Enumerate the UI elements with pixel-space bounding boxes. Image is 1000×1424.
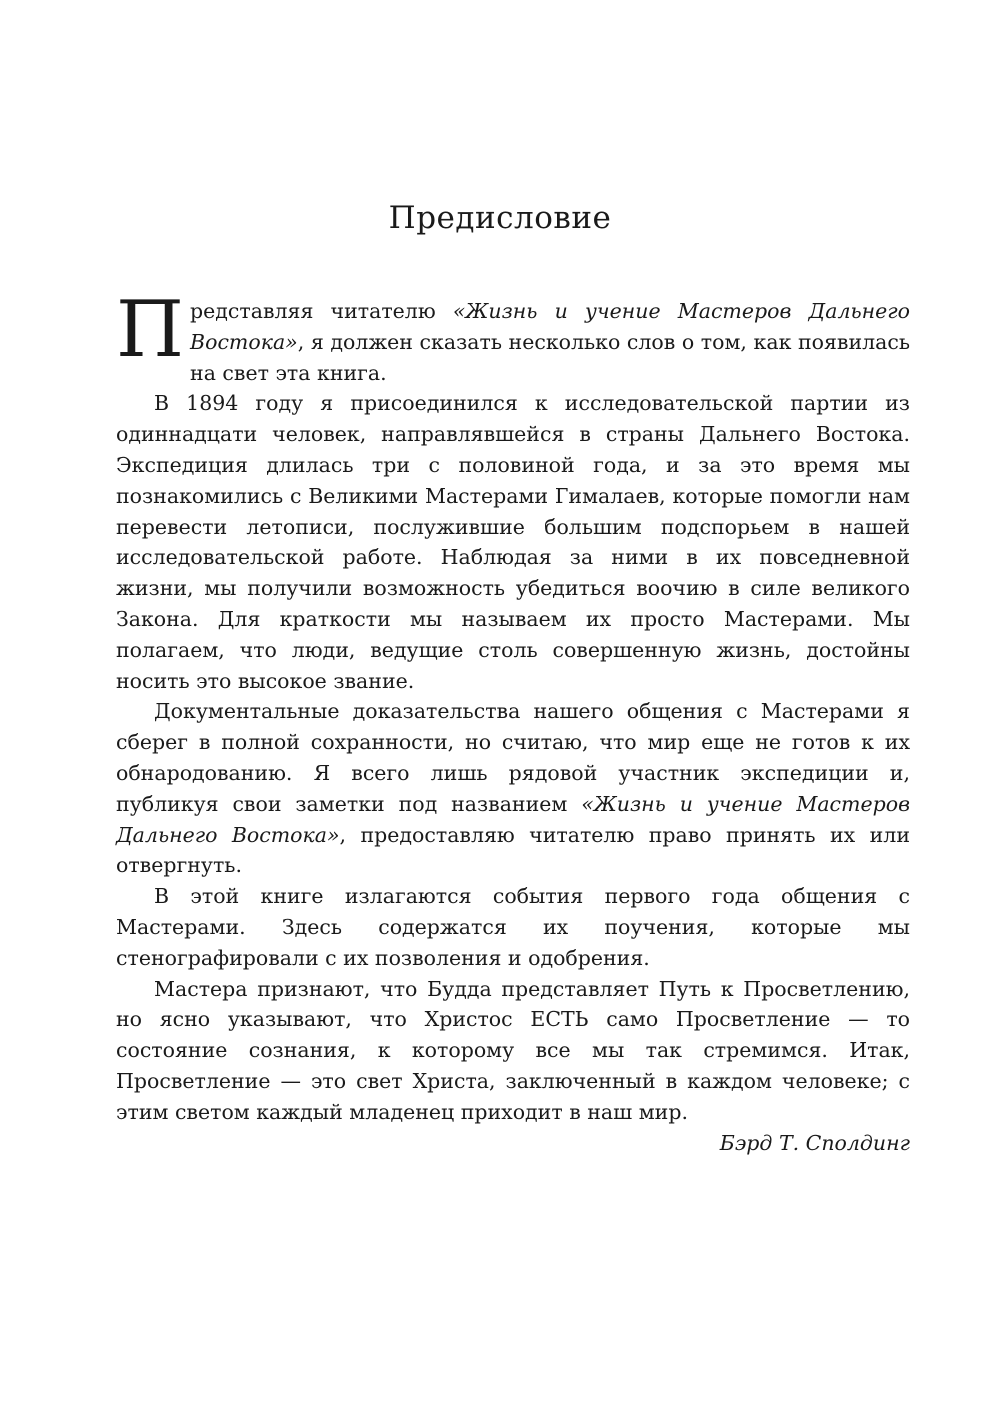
page-title: Предисловие (388, 200, 612, 236)
book-title-italic: «Жизнь и учение Мастеров Дальнего Востока» (116, 791, 910, 847)
paragraph-1 (116, 285, 910, 388)
paragraph-1-text-a: редставляя читателю (190, 299, 453, 323)
paragraph-3 (116, 696, 910, 881)
book-title-italic: «Жизнь и учение Мастеров Дальнего Востока» (190, 299, 910, 354)
preface-body (116, 285, 910, 1158)
paragraph-5: Мастера признают, что Будда представляет Путь к Просветлению, но ясно указывают, что Христос ЕСТЬ само Просветление — то состояние сознания, к которому все мы так стремимся. Итак, Просветление — это свет Христа, заключенный в каждом человеке; с этим светом каждый младенец приходит в наш мир. (116, 976, 910, 1124)
paragraph-4: В этой книге излагаются события первого года общения с Мастерами. Здесь содержатся их поучения, которые мы стенографировали с их позволения и одобрения. (116, 884, 910, 970)
drop-cap: П (116, 285, 185, 375)
paragraph-3-text-b: , предоставляю читателю право принять их или отвергнуть. (116, 822, 910, 878)
paragraph-1-text-b: , я должен сказать несколько слов о том, как появилась на свет эта книга. (190, 329, 910, 385)
paragraph-2: В 1894 году я присоединился к исследовательской партии из одиннадцати человек, направлявшейся в страны Дальнего Востока. Экспедиция длилась три с половиной года, и за это время мы познакомились с Великими Мастерами Гималаев, которые помогли нам перевести летописи, послужившие большим подспорьем в нашей исследовательской работе. Наблюдая за ними в их повседневной жизни, мы получили возможность убедиться воочию в силе великого Закона. Для краткости мы называем их просто Мастерами. Мы полагаем, что люди, ведущие столь совершенную жизнь, достойны носить это высокое звание. (116, 391, 910, 693)
paragraph-3-text-a: Документальные доказательства нашего общения с Мастерами я сберег в полной сохранности, но считаю, что мир еще не готов к их обнародованию. Я всего лишь рядовой участник экспедиции и, публикуя свои заметки под названием (116, 699, 910, 816)
author-signature: Бэрд Т. Сполдинг (719, 1130, 910, 1155)
